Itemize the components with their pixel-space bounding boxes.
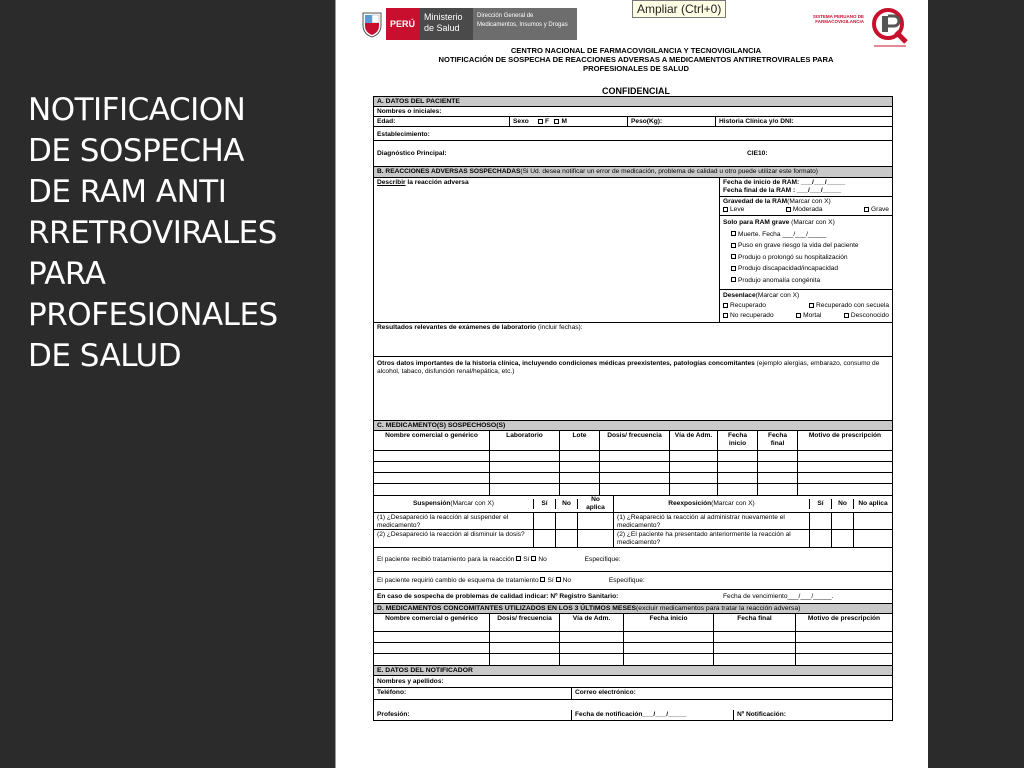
d-header-cell: Nombre comercial o genérico (374, 614, 490, 631)
numero-notificacion-field[interactable]: Nº Notificación: (737, 711, 786, 718)
recuperado-checkbox[interactable] (723, 303, 728, 308)
registro-sanitario-field[interactable]: En caso de sospecha de problemas de calidad indicar: Nº Registro Sanitario: (377, 592, 619, 600)
cambio-esquema-row[interactable] (374, 576, 892, 586)
grave-item-checkbox[interactable] (731, 266, 736, 271)
c-header-cell: Motivo de prescripción (808, 432, 882, 439)
d-header-cell: Fecha inicio (624, 614, 714, 631)
title-line: DE SOSPECHA (28, 133, 245, 169)
fecha-notificacion-field[interactable]: Fecha de notificación___/___/_____ (572, 710, 734, 720)
solo-grave-label: Solo para RAM grave (723, 219, 790, 226)
grave-item-checkbox[interactable] (731, 254, 736, 259)
answer-cell[interactable] (832, 530, 854, 547)
profesion-field[interactable]: Profesión: (374, 710, 572, 720)
confidential-label: CONFIDENCIAL (602, 86, 670, 96)
leve-checkbox[interactable] (723, 207, 728, 212)
c-header-cell: Lote (560, 431, 600, 450)
gravedad-note: (Marcar con X) (787, 198, 831, 205)
sexo-f-checkbox[interactable] (538, 119, 543, 124)
section-e-header: E. DATOS DEL NOTIFICADOR (374, 666, 892, 676)
establecimiento-field[interactable]: Establecimiento: (377, 131, 430, 138)
title-line: RRETROVIRALES (28, 215, 277, 251)
header-line: PROFESIONALES DE SALUD (583, 64, 689, 73)
suspension-q2: (2) ¿Desapareció la reacción al disminuir la dosis? (374, 530, 534, 547)
d-medicamentos-rows[interactable] (374, 632, 892, 666)
header-line: NOTIFICACIÓN DE SOSPECHA DE REACCIONES ADVERSAS A MEDICAMENTOS ANTIRETROVIRALES PARA (438, 55, 834, 64)
correo-field[interactable]: Correo electrónico: (575, 689, 636, 696)
form-page[interactable] (335, 0, 928, 768)
desenlace-label: Desenlace (723, 292, 756, 299)
answer-cell[interactable] (810, 530, 832, 547)
si-header: Sí (810, 499, 832, 509)
slide-title (28, 90, 328, 377)
c-header-cell: Vía de Adm. (670, 431, 718, 450)
vencimiento-field[interactable]: Fecha de vencimiento___/___/_____. (723, 592, 834, 600)
otros-note: (ejemplo alergias, embarazo, consumo de alcohol, tabaco, disfunción renal/hepática, etc.) (377, 360, 880, 375)
suspension-header (374, 499, 534, 509)
c-header-cell: Fecha inicio (718, 431, 758, 450)
otros-label: Otros datos importantes de la historia clínica, incluyendo condiciones médicas preexistentes, patologías concomitantes (377, 360, 755, 367)
grave-item-label: Produjo o prolongó su hospitalización (738, 253, 848, 261)
d-header-cell: Dosis/ frecuencia (490, 614, 560, 631)
no-header: No (556, 499, 578, 509)
reexposicion-q2: (2) ¿El paciente ha presentado anteriormente la reacción al medicamento? (614, 530, 810, 547)
resultados-field[interactable] (374, 323, 892, 356)
fecha-inicio-ram[interactable]: Fecha de inicio de RAM: ___/___/_____ (723, 179, 846, 186)
rfv-label: SISTEMA PERUANO DE FARMACOVIGILANCIA (812, 14, 864, 24)
answer-cell[interactable] (578, 513, 614, 529)
resultados-label: Resultados relevantes de exámenes de laboratorio (377, 324, 537, 331)
header-line: CENTRO NACIONAL DE FARMACOVIGILANCIA Y TECNOVIGILANCIA (510, 46, 762, 55)
grave-item-label: Produjo anomalía congénita (738, 276, 821, 284)
sexo-label: Sexo (513, 118, 529, 125)
minsa-logo (361, 8, 577, 40)
answer-cell[interactable] (556, 530, 578, 547)
fecha-final-ram[interactable]: Fecha final de la RAM : ___/___/_____ (723, 187, 842, 194)
cambio-no-checkbox[interactable] (556, 577, 561, 582)
section-d-header (374, 604, 892, 614)
grave-label: Grave (871, 206, 889, 213)
section-d-title: D. MEDICAMENTOS CONCOMITANTES UTILIZADOS EN LOS 3 ÚLTIMOS MESES (377, 605, 637, 612)
grave-item-checkbox[interactable] (731, 277, 736, 282)
c-medicamentos-rows[interactable] (374, 451, 892, 496)
c-header-cell: Dosis/ frecuencia (600, 431, 670, 450)
title-line: DE RAM ANTI (28, 174, 227, 210)
describir-rest: la reacción adversa (405, 179, 469, 186)
answer-cell[interactable] (578, 530, 614, 547)
grave-checkbox[interactable] (864, 207, 869, 212)
c-header-cell: Laboratorio (490, 431, 560, 450)
sexo-field[interactable] (510, 117, 628, 126)
desenlace-note: (Marcar con X) (755, 292, 800, 299)
describir-reaccion-field[interactable] (374, 178, 720, 322)
title-line: PARA (28, 256, 106, 292)
answer-cell[interactable] (556, 513, 578, 529)
reexposicion-label: Reexposición (668, 500, 712, 507)
pharmacovigilance-emblem-icon (866, 6, 914, 50)
cambio-no-label: No (562, 576, 571, 584)
peru-label: PERÚ (386, 8, 419, 40)
solo-grave-note: (Marcar con X) (791, 219, 835, 226)
section-b-title: B. REACCIONES ADVERSAS SOSPECHADAS (377, 168, 521, 175)
answer-cell[interactable] (854, 530, 892, 547)
recuperado-secuela-label: Recuperado con secuela (816, 302, 889, 309)
d-header-cell: Fecha final (714, 614, 796, 631)
answer-cell[interactable] (534, 530, 556, 547)
reexposicion-note: (Marcar con X) (711, 500, 755, 507)
nombres-notificador-field[interactable]: Nombres y apellidos: (377, 678, 444, 685)
answer-cell[interactable] (832, 513, 854, 529)
mortal-checkbox[interactable] (796, 313, 801, 318)
mortal-label: Mortal (803, 312, 822, 319)
moderada-checkbox[interactable] (786, 207, 791, 212)
recuperado-secuela-checkbox[interactable] (809, 303, 814, 308)
tratamiento-especifique: Especifique: (584, 555, 621, 563)
tratamiento-si-label: Sí (523, 555, 530, 563)
resultados-note: (incluir fechas): (536, 324, 583, 331)
zoom-tooltip: Ampliar (Ctrl+0) (632, 0, 726, 18)
no-header: No (832, 499, 854, 509)
nombres-field[interactable]: Nombres o iniciales: (377, 108, 442, 115)
si-header: Sí (534, 499, 556, 509)
c-header-cell: Nombre comercial o genérico (374, 431, 490, 450)
section-b-header (374, 167, 892, 178)
cambio-si-label: Sí (547, 576, 554, 584)
telefono-field[interactable]: Teléfono: (374, 688, 572, 699)
gravedad-label: Gravedad de la RAM (723, 198, 788, 205)
answer-cell[interactable] (534, 513, 556, 529)
historia-field[interactable]: Historia Clínica y/o DNI: (719, 118, 794, 125)
c-header-cell: Fecha final (758, 431, 798, 450)
tratamiento-row[interactable] (374, 555, 892, 565)
no-aplica-header: No aplica (858, 500, 888, 507)
section-c-header: C. MEDICAMENTO(S) SOSPECHOSO(S) (374, 421, 892, 431)
title-line: PROFESIONALES (28, 297, 278, 333)
no-recuperado-checkbox[interactable] (723, 313, 728, 318)
desconocido-checkbox[interactable] (844, 313, 849, 318)
recuperado-label: Recuperado (730, 302, 766, 309)
sexo-m-checkbox[interactable] (554, 119, 559, 124)
moderada-label: Moderada (792, 206, 823, 213)
tratamiento-no-checkbox[interactable] (531, 556, 536, 561)
section-d-note: (excluir medicamentos para tratar la reacción adversa) (636, 605, 801, 612)
section-a-header: A. DATOS DEL PACIENTE (374, 97, 892, 107)
peso-field[interactable]: Peso(Kg): (628, 117, 716, 126)
reexposicion-header (614, 499, 810, 509)
ministerio-label: Ministerio de Salud (419, 8, 473, 40)
leve-label: Leve (730, 206, 745, 213)
no-aplica-header: No aplica (578, 495, 614, 513)
grave-item-checkbox[interactable] (731, 231, 736, 236)
notification-form (373, 96, 893, 721)
farmacovigilancia-logo (804, 4, 924, 52)
form-header (376, 46, 896, 73)
grave-item-label: Puso en grave riesgo la vida del paciente (738, 242, 859, 249)
cie10-field[interactable]: CIE10: (747, 149, 768, 157)
grave-item-label: Muerte. Fecha ___/___/_____ (738, 230, 827, 238)
tratamiento-si-checkbox[interactable] (516, 556, 521, 561)
grave-item-checkbox[interactable] (731, 243, 736, 248)
suspension-q1: (1) ¿Desapareció la reacción al suspender el medicamento? (374, 513, 534, 529)
direccion-label: Dirección General de Medicamentos, Insumos y Drogas (473, 8, 577, 40)
suspension-note: (Marcar con X) (450, 500, 494, 507)
title-line: NOTIFICACION (28, 92, 246, 128)
answer-cell[interactable] (810, 513, 832, 529)
section-b-note: (Si Ud. desea notificar un error de medicación, problema de calidad u otro puede utilizar este formato) (520, 168, 818, 175)
diagnostico-field[interactable]: Diagnóstico Principal: (377, 149, 447, 157)
cambio-label: El paciente requirió cambio de esquema de tratamiento (377, 576, 539, 584)
no-recuperado-label: No recuperado (730, 312, 774, 319)
cambio-especifique: Especifique: (608, 576, 645, 584)
peru-shield-icon (361, 10, 383, 38)
suspension-label: Suspensión (413, 500, 451, 507)
grave-item-label: Produjo discapacidad/incapacidad (738, 265, 839, 272)
d-header-cell: Vía de Adm. (560, 614, 624, 631)
describir-label: Describir (377, 179, 406, 186)
title-line: DE SALUD (28, 338, 182, 374)
sexo-m-label: M (561, 118, 567, 125)
tratamiento-label: El paciente recibió tratamiento para la reacción (377, 555, 515, 563)
reexposicion-q1: (1) ¿Reapareció la reacción al administrar nuevamente el medicamento? (614, 513, 810, 529)
tratamiento-no-label: No (538, 555, 547, 563)
sexo-f-label: F (544, 118, 549, 125)
answer-cell[interactable] (854, 513, 892, 529)
edad-field[interactable]: Edad: (374, 117, 510, 126)
d-header-cell: Motivo de prescripción (807, 615, 881, 622)
cambio-si-checkbox[interactable] (540, 577, 545, 582)
desconocido-label: Desconocido (850, 312, 889, 319)
otros-datos-field[interactable] (374, 357, 892, 420)
